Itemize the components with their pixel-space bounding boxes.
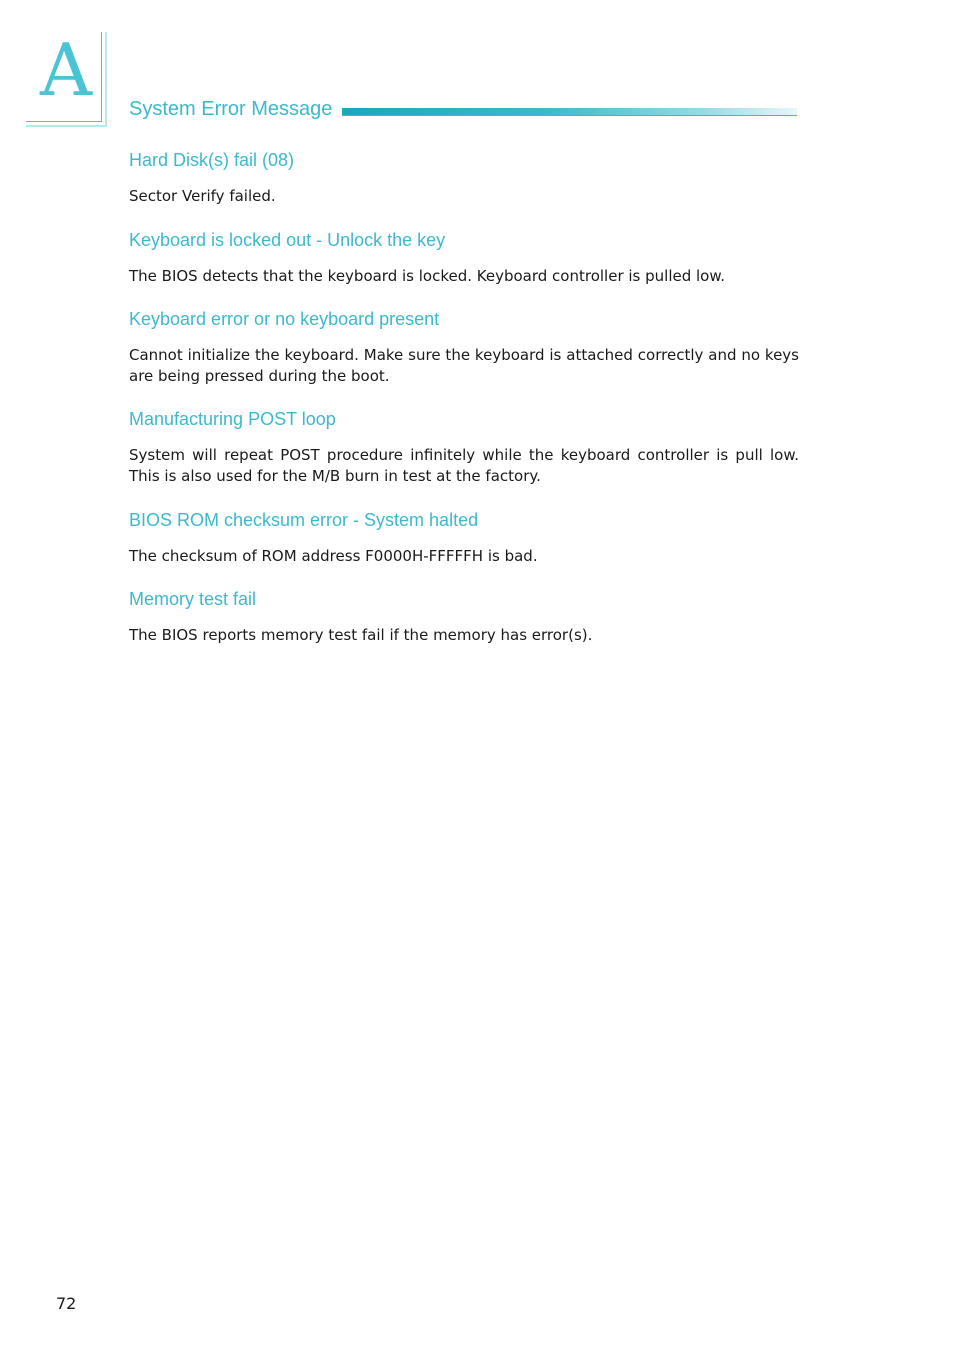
error-entry <box>129 226 799 305</box>
error-description: Cannot initialize the keyboard. Make sure the keyboard is attached correctly and no keys are being pressed during the boot. <box>129 346 799 385</box>
error-heading: BIOS ROM checksum error - System halted <box>129 510 479 530</box>
error-entry <box>129 506 799 585</box>
error-heading: Memory test fail <box>129 589 257 609</box>
error-description: System will repeat POST procedure infinitely while the keyboard controller is pull low. This is also used for the M/B burn in test at the factory. <box>129 446 799 485</box>
section-title: System Error Message <box>129 98 333 120</box>
header-decorative-bar <box>342 108 797 115</box>
header-rule <box>342 115 797 116</box>
error-entry <box>129 405 799 506</box>
error-entry <box>129 305 799 405</box>
main-content <box>129 146 799 665</box>
error-description: Sector Verify failed. <box>129 187 276 205</box>
chapter-badge <box>26 28 106 126</box>
error-entry <box>129 146 799 226</box>
section-header <box>129 95 799 123</box>
page-number: 72 <box>56 1294 77 1313</box>
error-heading: Keyboard is locked out - Unlock the key <box>129 230 446 250</box>
error-description: The checksum of ROM address F0000H-FFFFFH is bad. <box>129 547 538 565</box>
error-heading: Hard Disk(s) fail (08) <box>129 150 295 170</box>
error-description: The BIOS detects that the keyboard is locked. Keyboard controller is pulled low. <box>129 267 726 285</box>
error-entry <box>129 585 799 665</box>
chapter-letter: A <box>40 28 92 112</box>
error-description: The BIOS reports memory test fail if the memory has error(s). <box>129 626 593 644</box>
error-heading: Keyboard error or no keyboard present <box>129 309 440 329</box>
error-heading: Manufacturing POST loop <box>129 409 336 429</box>
